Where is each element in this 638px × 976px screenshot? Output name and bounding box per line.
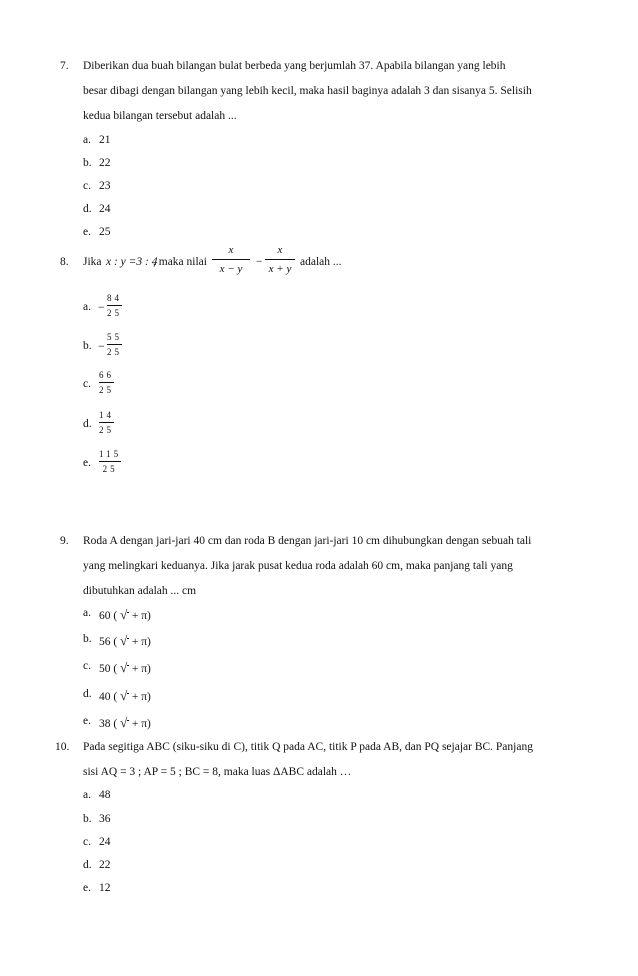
q8-option-c-numerator: 66	[99, 370, 114, 380]
q8-option-b-numerator: 55	[107, 332, 122, 342]
q10-option-e-value: 12	[99, 882, 111, 894]
q8-minus: −	[256, 256, 263, 268]
q8-option-d-fraction	[99, 410, 114, 435]
q7-option-d-label: d.	[83, 203, 92, 215]
q9-number: 9.	[60, 535, 69, 547]
q7-option-e-label: e.	[83, 226, 91, 238]
q9-option-c-value: 50 ( √ + π)	[99, 660, 151, 675]
q7-option-c-label: c.	[83, 180, 91, 192]
q9-option-b-expr: + π	[131, 636, 148, 648]
q7-option-e-value: 25	[99, 226, 111, 238]
q8-option-d-numerator: 14	[99, 410, 114, 420]
q8-number: 8.	[60, 256, 69, 268]
q9-text-line-2: yang melingkari keduanya. Jika jarak pusat kedua roda adalah 60 cm, maka panjang tali yang	[83, 560, 513, 572]
q8-option-e-label: e.	[83, 457, 91, 469]
q8-option-a-denominator: 25	[107, 308, 122, 318]
q8-fraction-1	[212, 244, 250, 275]
q8-option-a-numerator: 84	[107, 293, 122, 303]
q10-option-b-label: b.	[83, 813, 92, 825]
q9-option-c-expr: + π	[131, 663, 148, 675]
q9-option-b-label: b.	[83, 633, 92, 645]
q9-option-d-expr: + π	[131, 691, 148, 703]
q10-option-e-label: e.	[83, 882, 91, 894]
q9-option-a-number: 60	[99, 610, 111, 622]
q8-option-e-numerator: 115	[99, 449, 122, 459]
q10-number: 10.	[55, 741, 70, 753]
q8-option-a-sign: −	[98, 300, 105, 314]
q7-option-a-label: a.	[83, 134, 91, 146]
q9-option-a-expr: + π	[131, 610, 148, 622]
q10-option-d-value: 22	[99, 859, 111, 871]
q8-fraction-1-denominator: x − y	[219, 263, 243, 275]
q7-option-b-value: 22	[99, 157, 111, 169]
q9-option-a-label: a.	[83, 607, 91, 619]
q8-option-e-fraction	[99, 449, 121, 474]
q9-option-a-value: 60 ( √ + π)	[99, 607, 151, 622]
q10-option-d-label: d.	[83, 859, 92, 871]
q10-text-line-1: Pada segitiga ABC (siku-siku di C), titik Q pada AC, titik P pada AB, dan PQ sejajar BC. Panjang	[83, 741, 533, 753]
q9-option-d-value: 40 ( √ + π)	[99, 688, 151, 703]
q8-fraction-2-numerator: x	[277, 244, 283, 256]
q8-option-d-label: d.	[83, 418, 92, 430]
q7-option-b-label: b.	[83, 157, 92, 169]
q9-option-c-number: 50	[99, 663, 111, 675]
q7-text-line-2: besar dibagi dengan bilangan yang lebih kecil, maka hasil baginya adalah 3 dan sisanya 5. Selisih	[83, 85, 532, 97]
q7-option-c-value: 23	[99, 180, 111, 192]
q7-text-line-1: Diberikan dua buah bilangan bulat berbeda yang berjumlah 37. Apabila bilangan yang lebih	[83, 60, 506, 72]
q10-option-a-value: 48	[99, 789, 111, 801]
q9-option-b-number: 56	[99, 636, 111, 648]
q8-suffix: adalah ...	[300, 256, 342, 268]
q9-option-e-value: 38 ( √ + π)	[99, 715, 151, 730]
q8-mid: , maka nilai	[153, 256, 207, 268]
q8-option-b-sign: −	[98, 339, 105, 353]
q7-option-d-value: 24	[99, 203, 111, 215]
q10-option-c-value: 24	[99, 836, 111, 848]
q9-text-line-3: dibutuhkan adalah ... cm	[83, 585, 197, 597]
q8-option-c-label: c.	[83, 378, 91, 390]
q8-prefix: Jika	[83, 256, 102, 268]
q8-option-c-fraction	[99, 370, 114, 395]
q9-text-line-1: Roda A dengan jari-jari 40 cm dan roda B dengan jari-jari 10 cm dihubungkan dengan sebuah tali	[83, 535, 532, 547]
q9-option-d-number: 40	[99, 691, 111, 703]
q9-option-e-expr: + π	[131, 718, 148, 730]
q8-fraction-2-denominator: x + y	[268, 263, 292, 275]
q10-option-b-value: 36	[99, 813, 111, 825]
q9-option-b-value: 56 ( √ + π)	[99, 633, 151, 648]
q9-option-d-label: d.	[83, 688, 92, 700]
q9-option-e-label: e.	[83, 715, 91, 727]
q9-option-e-number: 38	[99, 718, 111, 730]
q9-option-c-label: c.	[83, 660, 91, 672]
q7-option-a-value: 21	[99, 134, 111, 146]
q8-option-d-denominator: 25	[99, 425, 114, 435]
q8-option-a-label: a.	[83, 301, 91, 313]
q8-fraction-1-numerator: x	[228, 244, 234, 256]
q8-option-c-denominator: 25	[99, 385, 114, 395]
q7-text-line-3: kedua bilangan tersebut adalah ...	[83, 110, 237, 122]
q10-text-line-2: sisi AQ = 3 ; AP = 5 ; BC = 8, maka luas ΔABC adalah …	[83, 766, 352, 778]
q8-option-b-label: b.	[83, 340, 92, 352]
q7-number: 7.	[60, 60, 69, 72]
q8-ratio: x : y =3 : 4	[106, 256, 158, 268]
q8-option-b-denominator: 25	[107, 347, 122, 357]
q10-option-a-label: a.	[83, 789, 91, 801]
q10-option-c-label: c.	[83, 836, 91, 848]
q8-fraction-2	[265, 244, 295, 275]
q8-option-e-denominator: 25	[102, 464, 118, 474]
q8-option-b-fraction	[107, 332, 122, 357]
q8-option-a-fraction	[107, 293, 122, 318]
